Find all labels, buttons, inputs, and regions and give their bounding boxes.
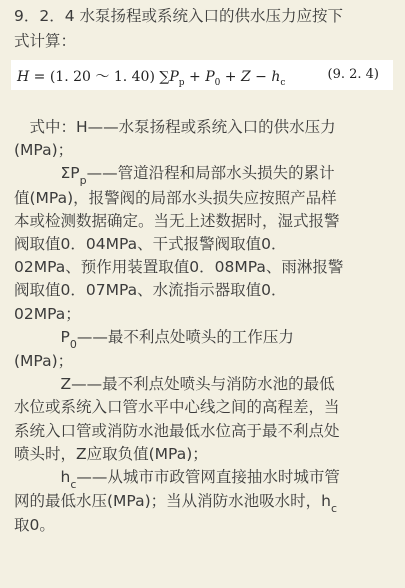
formula-Pp-sub: p [178, 77, 185, 88]
formula-minus: − [250, 69, 272, 85]
text-line: 阀取值0．04MPa、干式报警阀取值0． [14, 235, 287, 254]
formula-plus-1: + [184, 69, 206, 85]
text-line: 阀取值0．07MPa、水流指示器取值0． [14, 281, 287, 300]
formula-plus-2: + [220, 69, 241, 85]
definition-text: ——从城市市政管网直接抽水时城市管 [76, 468, 340, 487]
definition-text: ——管道沿程和局部水头损失的累计 [86, 164, 335, 183]
text-line [14, 162, 392, 186]
symbol-subscript: p [79, 174, 87, 188]
sum-symbol: ∑ [159, 69, 170, 85]
text-line: (MPa)； [14, 352, 74, 371]
formula-H: H [17, 69, 30, 85]
text-line: 水位或系统入口管水平中心线之间的高程差，当 [14, 398, 340, 417]
text-line: 系统入口管或消防水池最低水位高于最不利点处 [14, 421, 340, 440]
symbol-subscript: 0 [69, 337, 77, 351]
formula-P0: P [205, 69, 215, 85]
heading-line-1: 9．2．4 水泵扬程或系统入口的供水压力应按下 [14, 7, 344, 25]
text-line: (MPa)； [14, 141, 74, 160]
formula-coefficient: = (1. 20 ～ 1. 40) [29, 69, 160, 85]
text-line: 喷头时，Z应取负值(MPa)； [14, 444, 208, 463]
symbol-p0: P [14, 327, 70, 346]
text-line: 式中：H——水泵扬程或系统入口的供水压力 [14, 118, 336, 136]
formula-expression [17, 66, 285, 88]
text-line: 取0。 [14, 516, 55, 535]
formula-Pp: P [169, 69, 179, 85]
symbol-subscript: c [330, 502, 338, 516]
text-line: 本或检测数据确定。当无上述数据时，湿式报警 [14, 211, 340, 230]
formula-h: h [271, 69, 281, 85]
formula-h-sub: c [280, 77, 286, 88]
definition-text: 网的最低水压(MPa)；当从消防水池吸水时，h [14, 492, 331, 511]
definitions-block [14, 116, 392, 538]
formula-P0-sub: 0 [214, 77, 221, 88]
text-line [14, 466, 392, 490]
heading-line-2: 式计算： [14, 32, 77, 50]
text-line: 值(MPa)，报警阀的局部水头损失应按照产品样 [14, 188, 337, 207]
section-heading [14, 4, 392, 54]
formula-number: (9. 2. 4) [327, 67, 379, 82]
symbol-hc: h [14, 468, 71, 487]
definition-text: ——最不利点处喷头的工作压力 [76, 327, 294, 346]
text-line: 02MPa、预作用装置取值0．08MPa、雨淋报警 [14, 258, 344, 277]
text-line [14, 490, 392, 514]
formula-Z: Z [241, 69, 251, 85]
formula-box [11, 60, 393, 90]
symbol-sigma-p: ΣP [14, 164, 80, 183]
text-line [14, 326, 392, 350]
symbol-subscript: c [70, 478, 77, 492]
text-line: 02MPa； [14, 304, 81, 323]
text-line: Z——最不利点处喷头与消防水池的最低 [14, 375, 335, 394]
